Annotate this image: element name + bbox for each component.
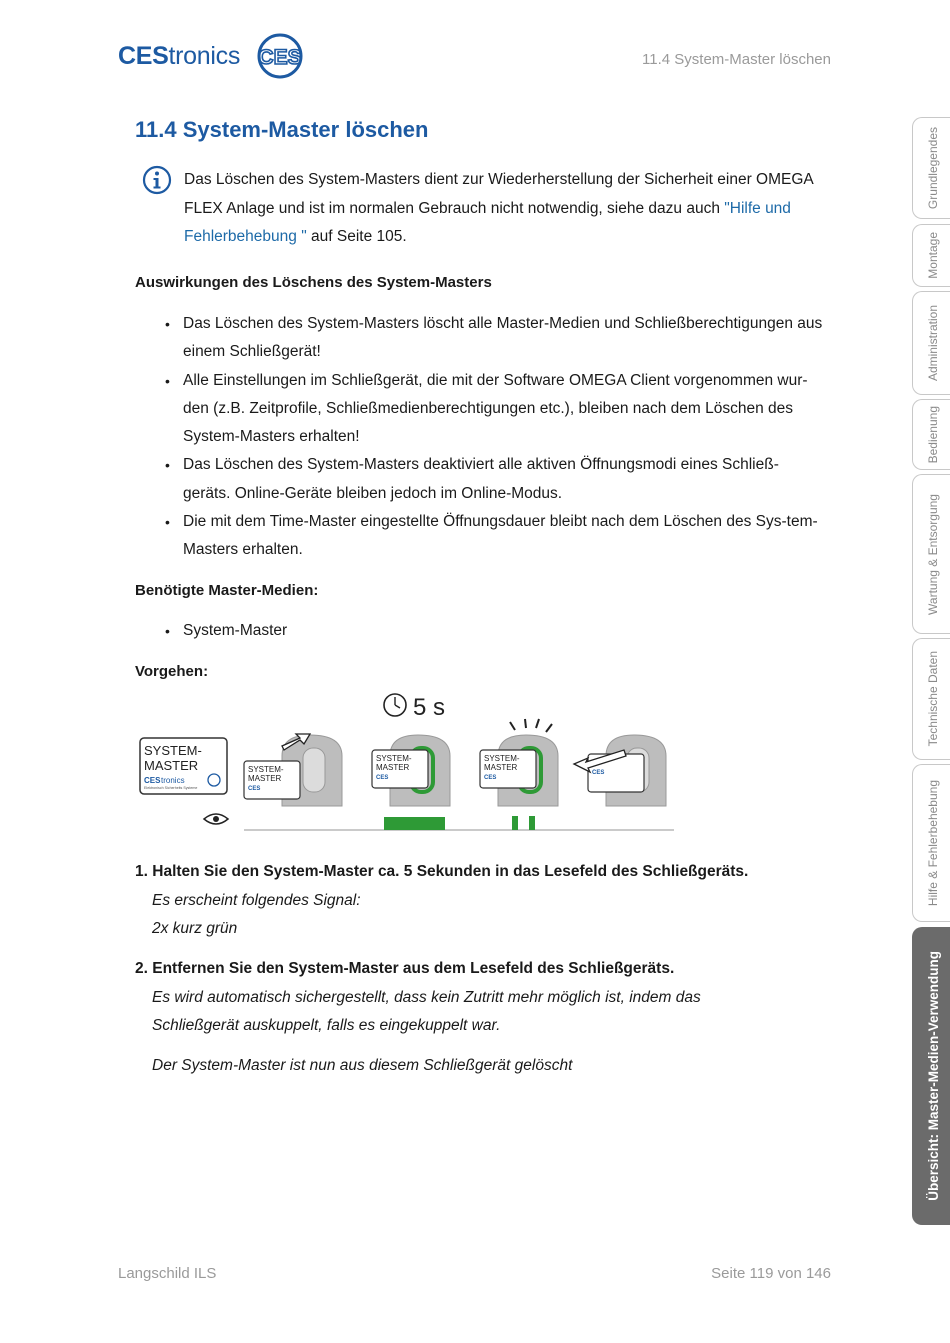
- svg-text:Elektronisch Sicherheits Syste: Elektronisch Sicherheits Systeme: [144, 786, 198, 790]
- svg-text:SYSTEM-: SYSTEM-: [376, 754, 412, 763]
- list-item: • Die mit dem Time-Master eingestellte Öffnungsdauer bleibt nach dem Löschen des Sys-tem-Masters erhalten.: [165, 508, 825, 565]
- procedure-illustration: [136, 688, 681, 836]
- tab-grundlegendes[interactable]: Grundlegendes: [912, 117, 950, 219]
- tab-montage[interactable]: Montage: [912, 224, 950, 287]
- list-item: • Das Löschen des System-Masters deaktiviert alle aktiven Öffnungsmodi eines Schließ-geräts. Online-Geräte bleiben jedoch im Online-Modus.: [165, 451, 825, 508]
- svg-text:MASTER: MASTER: [376, 763, 410, 772]
- tab-administration[interactable]: Administration: [912, 291, 950, 395]
- timer-icon: [384, 694, 406, 716]
- svg-text:SYSTEM-: SYSTEM-: [144, 743, 202, 758]
- svg-text:MASTER: MASTER: [484, 763, 518, 772]
- svg-text:CES: CES: [248, 786, 261, 792]
- tab-hilfe-fehlerbehebung[interactable]: Hilfe & Fehlerbehebung: [912, 764, 950, 922]
- tab-master-medien-verwendung[interactable]: Übersicht: Master-Medien-Verwendung: [912, 927, 950, 1225]
- svg-text:tronics: tronics: [161, 776, 185, 785]
- footer-document-title: Langschild ILS: [118, 1265, 217, 1282]
- list-item: • Das Löschen des System-Masters löscht alle Master-Medien und Schließberechtigungen aus einem Schließgerät!: [165, 310, 825, 367]
- svg-text:CES: CES: [376, 775, 389, 781]
- media-list: [165, 617, 825, 645]
- svg-text:MASTER: MASTER: [248, 774, 282, 783]
- logo-wordmark: CEStronics: [118, 41, 241, 70]
- page-title: 11.4 System-Master löschen: [135, 117, 429, 142]
- system-master-card: [140, 738, 227, 794]
- info-icon: [142, 165, 172, 195]
- list-item: • Alle Einstellungen im Schließgerät, die mit der Software OMEGA Client vorgenommen wur-den (z.B. Zeitprofile, Schließmedienberechtigungen etc.), bleiben nach dem Löschen des System-Masters erhalten!: [165, 367, 825, 452]
- procedure-heading: Vorgehen:: [135, 663, 209, 680]
- lock-device-hold: [372, 735, 450, 806]
- timer-label: 5 s: [413, 694, 446, 721]
- effects-list: [165, 310, 825, 565]
- cross-reference-link[interactable]: "Hilfe und Fehlerbehebung ": [184, 199, 791, 246]
- result-text: Der System-Master ist nun aus diesem Schließgerät gelöscht: [152, 1057, 573, 1074]
- section-reference: 11.4 System-Master löschen: [642, 51, 831, 68]
- ces-emblem-icon: [256, 32, 304, 80]
- step-1: 1. Halten Sie den System-Master ca. 5 Sekunden in das Lesefeld des Schließgeräts. Es erscheint folgendes Signal: 2x kurz grün: [135, 863, 749, 937]
- lock-device-remove: [574, 735, 666, 806]
- tab-technische-daten[interactable]: Technische Daten: [912, 638, 950, 760]
- brand-logo: [118, 30, 304, 82]
- long-signal-bar: [384, 817, 445, 830]
- footer-page-number: Seite 119 von 146: [711, 1265, 831, 1282]
- effects-heading: Auswirkungen des Löschens des System-Masters: [135, 274, 492, 291]
- svg-text:CES: CES: [258, 46, 302, 69]
- step-2: 2. Entfernen Sie den System-Master aus dem Lesefeld des Schließgeräts. Es wird automatisch sichergestellt, dass kein Zutritt mehr möglich ist, indem das Schließgerät auskuppelt, falls es eingekuppelt war.: [135, 960, 701, 1034]
- eye-icon: [204, 814, 228, 824]
- svg-text:SYSTEM-: SYSTEM-: [484, 754, 520, 763]
- svg-text:CES: CES: [484, 775, 497, 781]
- tab-wartung-entsorgung[interactable]: Wartung & Entsorgung: [912, 474, 950, 634]
- svg-text:CES: CES: [592, 770, 605, 776]
- list-item: • System-Master: [165, 617, 825, 645]
- short-signal-bar: [529, 816, 535, 830]
- svg-text:CES: CES: [144, 776, 161, 785]
- media-heading: Benötigte Master-Medien:: [135, 582, 319, 599]
- svg-text:MASTER: MASTER: [144, 758, 199, 773]
- short-signal-bar: [512, 816, 518, 830]
- lock-device-insert: [244, 734, 342, 806]
- tab-bedienung[interactable]: Bedienung: [912, 399, 950, 470]
- info-note: Das Löschen des System-Masters dient zur Wiederherstellung der Sicherheit einer OMEGA FLEX Anlage und ist im normalen Gebrauch nicht notwendig, siehe dazu auch "Hilfe und Fehlerbehebung " auf Seite 105.: [184, 171, 813, 246]
- lock-device-signal: [480, 719, 558, 806]
- svg-text:SYSTEM-: SYSTEM-: [248, 765, 284, 774]
